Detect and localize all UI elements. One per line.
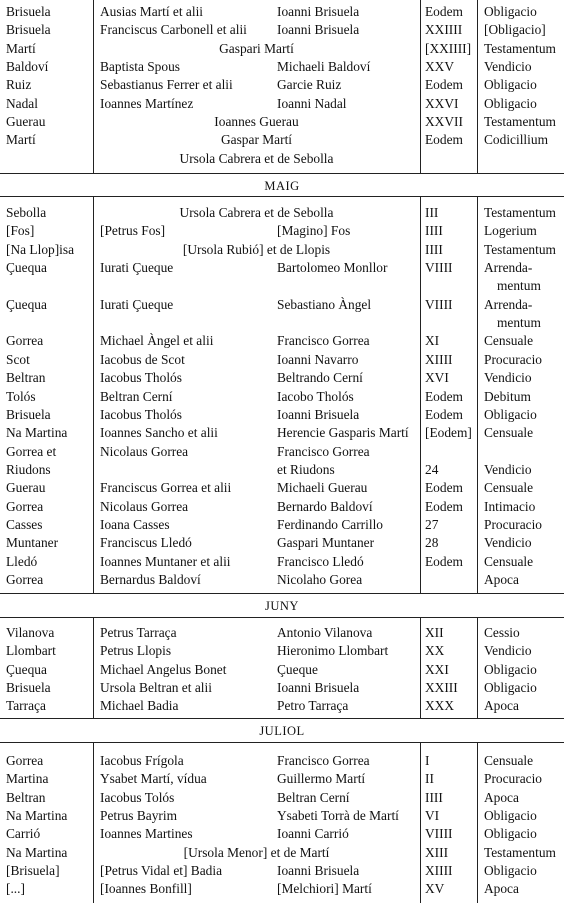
- party-a-cell: Ausias Martí et alii: [100, 4, 204, 19]
- doc-type-cell: Censuale: [484, 753, 534, 768]
- surname-cell: Nadal: [6, 95, 38, 111]
- party-b-cell: Nicolaho Gorea: [277, 572, 363, 587]
- party-b-cell: Ioanni Brisuela: [277, 22, 360, 38]
- doc-type-cell: Obligacio: [484, 680, 537, 696]
- day-cell: XVI: [425, 370, 449, 386]
- party-b-cell: Francisco Gorrea: [277, 753, 370, 768]
- party-a-cell: Ioannes Martínez: [100, 95, 194, 111]
- party-a-cell: Ursola Beltran et alii: [100, 680, 212, 696]
- doc-type-cell: Codicillium: [484, 132, 548, 148]
- party-b-cell: Herencie Gasparis Martí: [277, 425, 409, 441]
- day-cell: XXIII: [425, 680, 458, 696]
- party-a-cell: Iacobus Tholós: [100, 370, 182, 386]
- doc-type-cell: Obligacio: [484, 95, 537, 111]
- party-a-cell: Ioannes Sancho et alii: [100, 425, 218, 441]
- surname-cell: Llombart: [6, 643, 56, 659]
- month-heading: JULIOL: [259, 724, 305, 738]
- surname-cell: [Na Llop]isa: [6, 241, 75, 257]
- surname-cell: [Brisuela]: [6, 863, 60, 879]
- doc-type-cell: Obligacio: [484, 863, 537, 879]
- surname-cell: Casses: [6, 516, 43, 532]
- section-rule: [0, 593, 564, 594]
- party-cell: Ursola Cabrera et de Sebolla: [179, 150, 334, 166]
- day-cell: XV: [425, 881, 445, 897]
- day-cell: XXIIII: [425, 22, 463, 38]
- doc-type-cell: Vendicio: [484, 461, 532, 477]
- party-b-cell: Ioanni Brisuela: [277, 406, 360, 422]
- day-cell: 28: [425, 535, 439, 551]
- doc-type-cell: Arrenda-: [484, 296, 533, 312]
- party-b-cell: Ioanni Brisuela: [277, 4, 360, 19]
- doc-type-cell: Logerium: [484, 223, 537, 239]
- column-divider: [420, 196, 421, 593]
- day-cell: Eodem: [425, 480, 463, 496]
- party-a-cell: Beltran Cerní: [100, 388, 173, 404]
- party-a-cell: Bernardus Baldoví: [100, 572, 201, 587]
- party-b-cell: Francisco Gorrea: [277, 333, 370, 349]
- month-heading: JUNY: [265, 599, 299, 613]
- doc-type-cell: Obligacio: [484, 4, 537, 19]
- day-cell: IIII: [425, 241, 443, 257]
- doc-type-cell: Censuale: [484, 480, 534, 496]
- doc-type-cell: mentum: [497, 278, 541, 294]
- surname-cell: Gorrea: [6, 753, 44, 768]
- party-a-cell: Petrus Tarraça: [100, 625, 177, 640]
- surname-cell: Brisuela: [6, 4, 51, 19]
- party-a-cell: Petrus Bayrim: [100, 808, 177, 824]
- surname-cell: Brisuela: [6, 22, 51, 38]
- surname-cell: Vilanova: [6, 625, 55, 640]
- party-a-cell: Michael Àngel et alii: [100, 333, 214, 349]
- surname-cell: Na Martina: [6, 844, 68, 860]
- surname-cell: Beltran: [6, 370, 46, 386]
- day-cell: XIII: [425, 844, 449, 860]
- party-a-cell: [Ioannes Bonfill]: [100, 881, 192, 897]
- surname-cell: Gorrea et: [6, 443, 57, 459]
- doc-type-cell: Obligacio: [484, 808, 537, 824]
- day-cell: XIIII: [425, 863, 453, 879]
- doc-type-cell: Apoca: [484, 572, 519, 587]
- surname-cell: Gorrea: [6, 572, 44, 587]
- surname-cell: Çuequa: [6, 260, 47, 276]
- day-cell: XII: [425, 625, 444, 640]
- party-a-cell: Michael Angelus Bonet: [100, 661, 227, 677]
- day-cell: IIII: [425, 223, 443, 239]
- doc-type-cell: Testamentum: [484, 205, 556, 220]
- surname-cell: Lledó: [6, 553, 38, 569]
- party-b-cell: Bartolomeo Monllor: [277, 260, 388, 276]
- party-b-cell: Guillermo Martí: [277, 771, 366, 787]
- party-b-cell: [Melchiori] Martí: [277, 881, 372, 897]
- day-cell: Eodem: [425, 553, 463, 569]
- day-cell: VI: [425, 808, 440, 824]
- day-cell: XX: [425, 643, 445, 659]
- day-cell: Eodem: [425, 388, 463, 404]
- surname-cell: Na Martina: [6, 425, 68, 441]
- party-b-cell: Ysabeti Torrà de Martí: [277, 808, 399, 824]
- day-cell: VIIII: [425, 826, 453, 842]
- party-a-cell: Iurati Çueque: [100, 260, 174, 276]
- day-cell: Eodem: [425, 406, 463, 422]
- doc-type-cell: Cessio: [484, 625, 520, 640]
- party-b-cell: Petro Tarraça: [277, 698, 349, 714]
- surname-cell: Guerau: [6, 114, 46, 130]
- doc-type-cell: Arrenda-: [484, 260, 533, 276]
- doc-type-cell: Vendicio: [484, 59, 532, 75]
- party-b-cell: Gaspari Muntaner: [277, 535, 375, 551]
- day-cell: [Eodem]: [425, 425, 472, 441]
- section-rule: [0, 718, 564, 719]
- party-a-cell: Baptista Spous: [100, 59, 180, 75]
- party-cell: Gaspar Martí: [220, 132, 293, 148]
- surname-cell: Riudons: [6, 461, 51, 477]
- doc-type-cell: Procuracio: [484, 771, 543, 787]
- party-a-cell: Ioannes Muntaner et alii: [100, 553, 231, 569]
- surname-cell: Gorrea: [6, 333, 44, 349]
- column-divider: [93, 617, 94, 718]
- day-cell: XIIII: [425, 351, 453, 367]
- doc-type-cell: Vendicio: [484, 643, 532, 659]
- doc-type-cell: Obligacio: [484, 826, 537, 842]
- day-cell: III: [425, 205, 439, 220]
- surname-cell: Na Martina: [6, 808, 68, 824]
- surname-cell: Scot: [6, 351, 30, 367]
- surname-cell: [...]: [6, 881, 25, 897]
- surname-cell: Tolós: [6, 388, 36, 404]
- surname-cell: Martí: [6, 40, 36, 56]
- day-cell: XXVI: [425, 95, 459, 111]
- party-cell: Ursola Cabrera et de Sebolla: [179, 205, 334, 220]
- party-a-cell: Michael Badia: [100, 698, 179, 714]
- party-a-cell: Iacobus Tholós: [100, 406, 182, 422]
- party-a-cell: Ysabet Martí, vídua: [100, 771, 207, 787]
- day-cell: I: [425, 753, 430, 768]
- doc-type-cell: Procuracio: [484, 351, 543, 367]
- party-a-cell: Sebastianus Ferrer et alii: [100, 77, 233, 93]
- party-b-cell: Ferdinando Carrillo: [277, 516, 383, 532]
- day-cell: Eodem: [425, 132, 463, 148]
- day-cell: XXV: [425, 59, 455, 75]
- doc-type-cell: Procuracio: [484, 516, 543, 532]
- party-cell: [Ursola Menor] et de Martí: [183, 844, 330, 860]
- surname-cell: Guerau: [6, 480, 46, 496]
- party-b-cell: Beltran Cerní: [277, 789, 350, 805]
- doc-type-cell: Obligacio: [484, 77, 537, 93]
- doc-type-cell: Obligacio: [484, 406, 537, 422]
- party-b-cell: Ioanni Brisuela: [277, 680, 360, 696]
- party-b-cell: Michaeli Baldoví: [277, 59, 371, 75]
- surname-cell: Martina: [6, 771, 49, 787]
- party-b-cell: Bernardo Baldoví: [277, 498, 373, 514]
- surname-cell: Brisuela: [6, 406, 51, 422]
- doc-type-cell: Censuale: [484, 425, 534, 441]
- doc-type-cell: Apoca: [484, 698, 519, 714]
- column-divider: [420, 617, 421, 718]
- month-heading: MAIG: [264, 179, 300, 193]
- doc-type-cell: Censuale: [484, 333, 534, 349]
- surname-cell: Martí: [6, 132, 36, 148]
- surname-cell: Çuequa: [6, 661, 47, 677]
- surname-cell: [Fos]: [6, 223, 35, 239]
- party-b-cell: Sebastiano Àngel: [277, 296, 372, 312]
- day-cell: Eodem: [425, 498, 463, 514]
- day-cell: IIII: [425, 789, 443, 805]
- column-divider: [420, 0, 421, 173]
- day-cell: XXX: [425, 698, 455, 714]
- party-b-cell: Ioanni Navarro: [277, 351, 359, 367]
- doc-type-cell: Apoca: [484, 789, 519, 805]
- day-cell: 27: [425, 516, 439, 532]
- doc-type-cell: Apoca: [484, 881, 519, 897]
- doc-type-cell: Testamentum: [484, 114, 556, 130]
- party-b-cell: Hieronimo Llombart: [277, 643, 389, 659]
- party-a-cell: Iacobus de Scot: [100, 351, 185, 367]
- party-b-cell: Michaeli Guerau: [277, 480, 368, 496]
- section-rule: [0, 742, 564, 743]
- doc-type-cell: Vendicio: [484, 370, 532, 386]
- day-cell: XXVII: [425, 114, 463, 130]
- doc-type-cell: Vendicio: [484, 535, 532, 551]
- surname-cell: Muntaner: [6, 535, 59, 551]
- day-cell: VIIII: [425, 296, 453, 312]
- party-b-cell: Çueque: [277, 661, 318, 677]
- party-a-cell: Iurati Çueque: [100, 296, 174, 312]
- party-a-cell: Ioana Casses: [100, 516, 170, 532]
- surname-cell: Brisuela: [6, 680, 51, 696]
- party-a-cell: Petrus Llopis: [100, 643, 172, 659]
- day-cell: VIIII: [425, 260, 453, 276]
- day-cell: XI: [425, 333, 440, 349]
- surname-cell: Carrió: [6, 826, 41, 842]
- day-cell: XXI: [425, 661, 449, 677]
- party-a-cell: Franciscus Lledó: [100, 535, 192, 551]
- party-b-cell: Ioanni Nadal: [277, 95, 347, 111]
- party-a-cell: Franciscus Carbonell et alii: [100, 22, 247, 38]
- day-cell: [XXIIII]: [425, 40, 472, 56]
- party-b-cell: Francisco Gorrea: [277, 443, 370, 459]
- party-b-cell: [Magino] Fos: [277, 223, 351, 239]
- doc-type-cell: Debitum: [484, 388, 531, 404]
- party-b-cell: Garcie Ruiz: [277, 77, 342, 93]
- column-divider: [477, 0, 478, 173]
- doc-type-cell: Testamentum: [484, 40, 556, 56]
- surname-cell: Baldoví: [6, 59, 49, 75]
- party-b-cell: Ioanni Carrió: [277, 826, 349, 842]
- surname-cell: Sebolla: [6, 205, 47, 220]
- doc-type-cell: mentum: [497, 315, 541, 331]
- party-b-cell: Francisco Lledó: [277, 553, 364, 569]
- day-cell: 24: [425, 461, 439, 477]
- column-divider: [477, 617, 478, 718]
- party-cell: [Ursola Rubió] et de Llopis: [182, 241, 331, 257]
- doc-type-cell: [Obligacio]: [484, 22, 546, 38]
- doc-type-cell: Testamentum: [484, 241, 556, 257]
- surname-cell: Çuequa: [6, 296, 47, 312]
- party-a-cell: Franciscus Gorrea et alii: [100, 480, 232, 496]
- column-divider: [477, 742, 478, 903]
- surname-cell: Beltran: [6, 789, 46, 805]
- party-a-cell: Nicolaus Gorrea: [100, 443, 189, 459]
- section-rule: [0, 173, 564, 174]
- party-cell: Ioannes Guerau: [214, 114, 299, 130]
- section-rule: [0, 196, 564, 197]
- doc-type-cell: Censuale: [484, 553, 534, 569]
- party-a-cell: Iacobus Tolós: [100, 789, 175, 805]
- party-b-cell: Beltrando Cerní: [277, 370, 363, 386]
- day-cell: II: [425, 771, 434, 787]
- column-divider: [93, 742, 94, 903]
- surname-cell: Tarraça: [6, 698, 46, 714]
- column-divider: [477, 196, 478, 593]
- party-b-cell: Antonio Vilanova: [277, 625, 373, 640]
- party-a-cell: [Petrus Vidal et] Badia: [100, 863, 223, 879]
- day-cell: Eodem: [425, 77, 463, 93]
- party-cell: Gaspari Martí: [219, 40, 294, 56]
- section-rule: [0, 617, 564, 618]
- column-divider: [420, 742, 421, 903]
- party-b-cell: et Riudons: [277, 461, 335, 477]
- doc-type-cell: Obligacio: [484, 661, 537, 677]
- day-cell: Eodem: [425, 4, 463, 19]
- party-a-cell: [Petrus Fos]: [100, 223, 166, 239]
- party-b-cell: Ioanni Brisuela: [277, 863, 360, 879]
- doc-type-cell: Testamentum: [484, 844, 556, 860]
- party-b-cell: Iacobo Tholós: [277, 388, 354, 404]
- party-a-cell: Nicolaus Gorrea: [100, 498, 189, 514]
- party-a-cell: Iacobus Frígola: [100, 753, 184, 768]
- party-a-cell: Ioannes Martines: [100, 826, 193, 842]
- doc-type-cell: Intimacio: [484, 498, 536, 514]
- surname-cell: Gorrea: [6, 498, 44, 514]
- surname-cell: Ruiz: [6, 77, 32, 93]
